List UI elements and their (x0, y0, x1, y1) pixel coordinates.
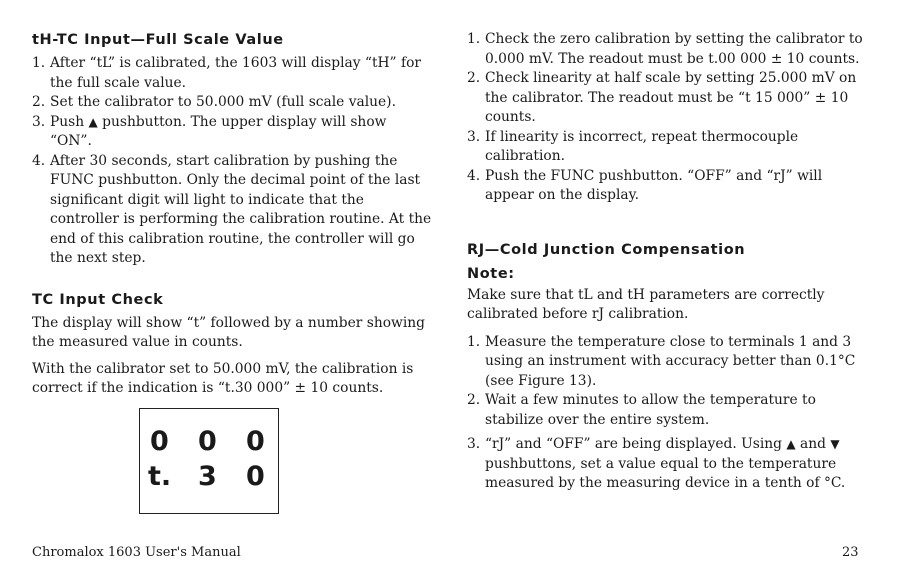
display-digit: 0 (246, 426, 265, 457)
section-title-tc-check: TC Input Check (32, 291, 164, 308)
rj-steps (467, 333, 872, 494)
up-arrow-icon: ▲ (786, 437, 796, 451)
list-item: 3. “rJ” and “OFF” are being displayed. Using ▲ and ▼ pushbuttons, set a value equal to the temperature measured by the measuring device in a tenth of °C. (467, 436, 846, 491)
tc-check-para-2: With the calibrator set to 50.000 mV, the calibration is correct if the indication is “t.30 000” ± 10 counts. (32, 360, 414, 396)
display-digit: 0 (246, 461, 265, 492)
tc-check-steps (467, 30, 872, 206)
note-label: Note: (467, 265, 515, 282)
down-arrow-icon: ▼ (830, 437, 840, 451)
up-arrow-icon: ▲ (88, 114, 98, 129)
display-digit: 0 (150, 426, 169, 457)
display-digit: 3 (198, 461, 217, 492)
list-item: 1. After “tL” is calibrated, the 1603 will display “tH” for the full scale value. (32, 55, 421, 91)
tc-check-para-1: The display will show “t” followed by a number showing the measured value in counts. (32, 314, 425, 350)
list-item: 4. After 30 seconds, start calibration by pushing the FUNC pushbutton. Only the decimal point of the last significant digit will light to indicate that the controller is performing the calibration routine. At the end of this calibration routine, the controller will go the next step. (32, 152, 432, 266)
list-item: 1. Check the zero calibration by setting the calibrator to 0.000 mV. The readout must be t.00 000 ± 10 counts. (467, 31, 863, 67)
footer-manual-title: Chromalox 1603 User's Manual (32, 545, 241, 560)
note-text: Make sure that tL and tH parameters are correctly calibrated before rJ calibration. (467, 286, 825, 322)
list-item: 2. Set the calibrator to 50.000 mV (full scale value). (32, 94, 396, 110)
section-title-th-tc: tH-TC Input—Full Scale Value (32, 32, 284, 48)
display-digit: t. (148, 461, 172, 492)
display-digit: 0 (198, 426, 217, 457)
list-item: 2. Wait a few minutes to allow the temperature to stabilize over the entire system. (467, 392, 816, 428)
list-item: 3. If linearity is incorrect, repeat thermocouple calibration. (467, 128, 799, 164)
list-item: 3. Push ▲ pushbutton. The upper display will show “ON”. (32, 113, 387, 149)
left-column (32, 30, 432, 399)
th-tc-steps (32, 54, 432, 269)
controller-display (139, 408, 279, 514)
list-item: 2. Check linearity at half scale by setting 25.000 mV on the calibrator. The readout must be “t 15 000” ± 10 counts. (467, 70, 857, 125)
list-item: 4. Push the FUNC pushbutton. “OFF” and “rJ” will appear on the display. (467, 167, 823, 203)
right-column (467, 30, 872, 494)
section-title-rj: RJ—Cold Junction Compensation (467, 241, 746, 258)
page-number: 23 (842, 545, 859, 560)
list-item: 1. Measure the temperature close to terminals 1 and 3 using an instrument with accuracy better than 0.1°C (see Figure 13). (467, 333, 856, 389)
